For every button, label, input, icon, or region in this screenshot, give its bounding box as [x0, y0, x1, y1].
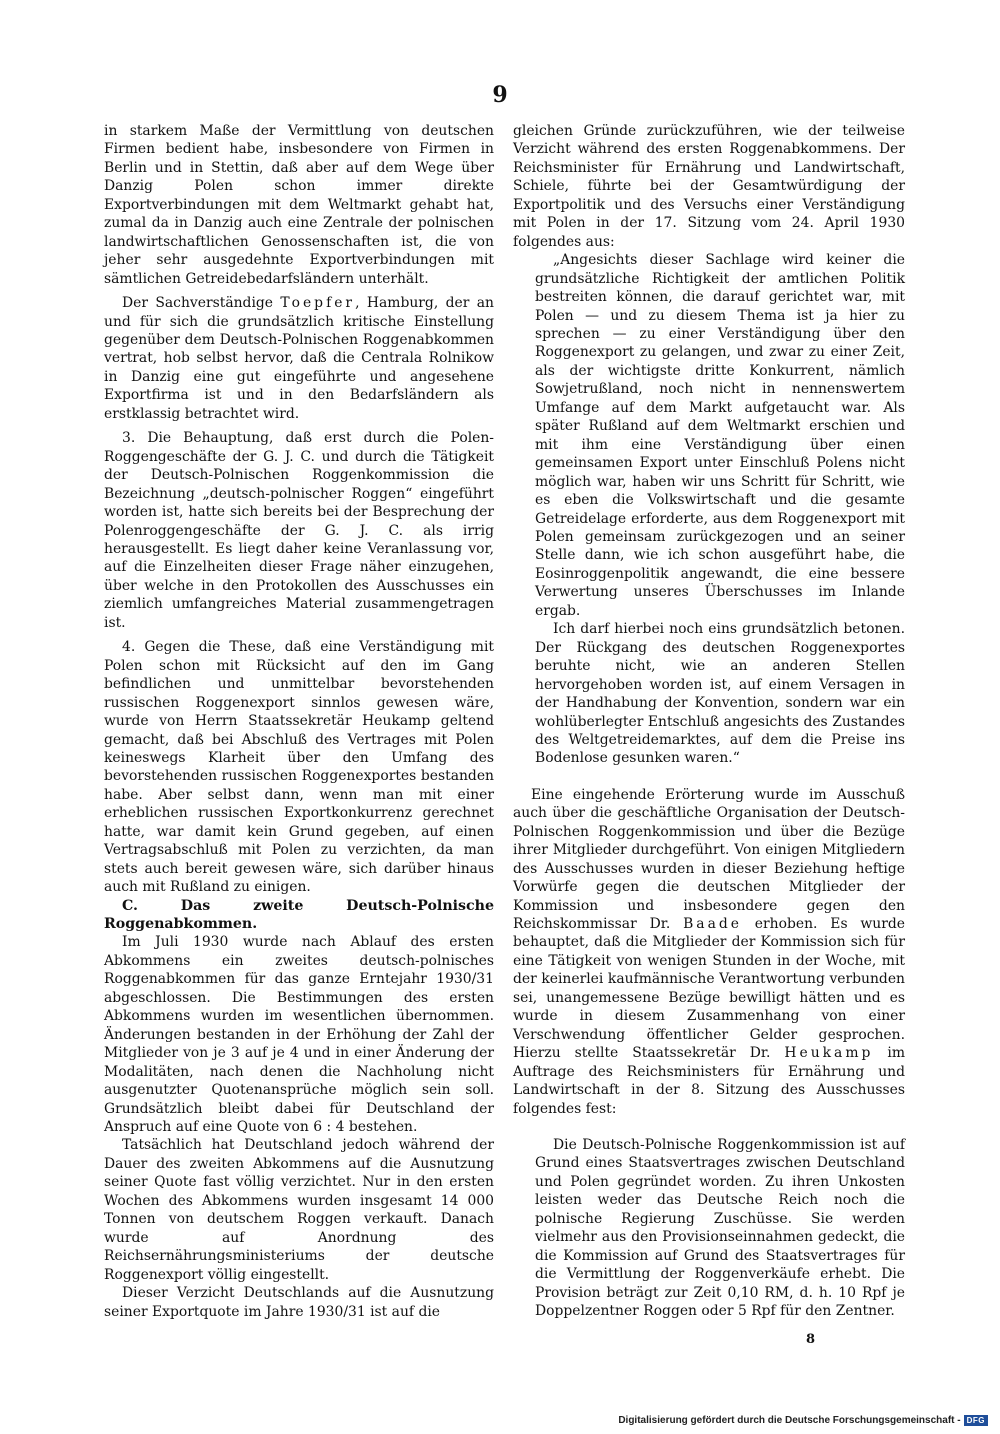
block-quote — [535, 1136, 905, 1321]
paragraph — [104, 294, 494, 423]
paragraph: gleichen Gründe zurückzuführen, wie der teilweise Verzicht während des ersten Roggenabkommens. Der Reichsminister für Ernährung und Landwirtschaft, Schiele, führte bei der Gesamtwürdigung der Exportpolitik und des Versuchs einer Verständigung mit Polen in der 17. Sitzung vom 24. April 1930 folgendes aus: — [513, 123, 905, 250]
spaced-name: Toepfer — [280, 295, 356, 312]
paragraph: Tatsächlich hat Deutschland jedoch während der Dauer des zweiten Abkommens auf die Ausnutzung seiner Quote fast völlig verzichtet. Nur in den ersten Wochen des Abkommens wurden insgesamt 14 000 Tonnen von deutschem Roggen verkauft. Danach wurde auf Anordnung des Reichsernährungsministeriums der deutsche Roggenexport völlig eingestellt. — [104, 1137, 494, 1283]
dfg-logo-icon: DFG — [964, 1415, 988, 1426]
paragraph — [513, 786, 905, 1118]
footer — [618, 1415, 988, 1426]
page-number: 9 — [492, 82, 508, 108]
spaced-name: Baade — [683, 916, 742, 933]
left-column — [104, 122, 494, 1321]
quote-paragraph: Die Deutsch-Polnische Roggenkommission ist auf Grund eines Staatsvertrages zwischen Deutschland und Polen gegründet worden. Zu ihren Unkosten leisten weder das Deutsche Reich noch die polnische Regierung Zuschüsse. Sie werden vielmehr aus den Provisionseinnahmen gedeckt, die die Kommission auf Grund des Staatsvertrages für die Vermittlung der Roggenverkäufe erhebt. Die Provision beträgt zur Zeit 0,10 RM, d. h. 10 Rpf je Doppelzentner Roggen oder 5 Rpf für den Zentner. — [535, 1137, 905, 1320]
text-run: im Auftrage des Reichsministers für Ernährung und Landwirtschaft in der 8. Sitzung des Ausschusses folgendes fest: — [513, 1045, 905, 1117]
paragraph: 4. Gegen die These, daß eine Verständigung mit Polen schon mit Rücksicht auf den im Gang befindlichen und unmittelbar bevorstehenden russischen Roggenexport sinnlos gewesen wäre, wurde von Herrn Staatssekretär Heukamp geltend gemacht, daß bei Abschluß des Vertrages mit Polen keineswegs Klarheit über den Umfang des bevorstehenden russischen Roggenexportes bestanden habe. Aber selbst dann, wenn man mit einer erheblichen russischen Exportkonkurrenz gerechnet hatte, war damit kein Grund gegeben, auf einen Vertragsabschluß mit Polen zu verzichten, da man stets auch bereit gewesen wäre, sich darüber hinaus auch mit Rußland zu einigen. — [104, 639, 494, 896]
quote-paragraph: „Angesichts dieser Sachlage wird keiner die grundsätzliche Richtigkeit der amtlichen Politik bestreiten können, die darauf gerichtet war, mit Polen — und zu diesem Thema ist ja hier zu sprechen — zu einer Verständigung über den Roggenexport zu gelangen, und zwar zu einer Zeit, als der wichtigste dritte Konkurrent, nämlich Sowjetrußland, noch nicht in nennenswertem Umfange auf dem Markt aufgetaucht war. Als später Rußland auf dem Weltmarkt erschien und mit ihm eine Verständigung über einen gemeinsamen Export unter Einschluß Polens nicht möglich war, haben wir uns Schritt für Schritt, wie es eben die Volkswirtschaft und die gesamte Getreidelage erforderte, aus dem Roggenexport mit Polen gemeinsam zurückgezogen und an seiner Stelle dann, wie ich schon ausgeführt habe, die Eosinroggenpolitik angewandt, die eine bessere Verwertung unseres Überschusses im Inlande ergab. — [535, 252, 905, 619]
paragraph: in starkem Maße der Vermittlung von deutschen Firmen bedient habe, insbesondere von Firmen in Berlin und in Stettin, daß aber auf dem Wege über Danzig Polen schon immer direkte Exportverbindungen mit dem Weltmarkt gehabt hat, zumal da in Danzig auch eine Zentrale der polnischen landwirtschaftlichen Genossenschaften ist, die von jeher sehr ausgedehnte Exportverbindungen mit sämtlichen Getreidebedarfsländern unterhält. — [104, 123, 494, 287]
signature-mark: 8 — [805, 1331, 815, 1347]
paragraph: Im Juli 1930 wurde nach Ablauf des ersten Abkommens ein zweites deutsch-polnisches Roggenabkommen für das ganze Erntejahr 1930/31 abgeschlossen. Die Bestimmungen des ersten Abkommens wurden im wesentlichen übernommen. Änderungen bestanden in der Erhöhung der Zahl der Mitglieder von je 3 auf je 4 und in einer Änderung der Modalitäten, nach denen die Nachholung nicht ausgenutzter Quotenansprüche möglich sein soll. Grundsätzlich bleibt dabei für Deutschland der Anspruch auf eine Quote von 6 : 4 bestehen. — [104, 934, 494, 1136]
spaced-name: Heukamp — [784, 1045, 874, 1062]
right-column — [513, 122, 905, 1349]
text-run: Der Sachverständige — [122, 295, 281, 312]
text-run: Eine eingehende Erörterung wurde im Ausschuß auch über die geschäftliche Organisation der Deutsch-Polnischen Roggenkommission und über die Bezüge ihrer Mitglieder durchgeführt. Von einigen Mitgliedern des Ausschusses wurden in dieser Beziehung heftige Vorwürfe gegen die deutschen Mitglieder der Kommission und insbesondere gegen den Reichskommissar Dr. — [513, 786, 905, 933]
paragraph: Dieser Verzicht Deutschlands auf die Ausnutzung seiner Exportquote im Jahre 1930/31 ist auf die — [104, 1285, 494, 1320]
block-quote — [535, 251, 905, 768]
footer-text: Digitalisierung gefördert durch die Deutsche Forschungsgemeinschaft - — [618, 1415, 961, 1426]
paragraph: 3. Die Behauptung, daß erst durch die Polen-Roggengeschäfte der G. J. C. und durch die Tätigkeit der Deutsch-Polnischen Roggenkommission die Bezeichnung „deutsch-polnischer Roggen“ eingeführt worden ist, hatte sich bereits bei der Besprechung der Polenroggengeschäfte der G. J. C. als irrig herausgestellt. Es liegt daher keine Veranlassung vor, auf die Einzelheiten dieser Frage näher einzugehen, über welche in den Protokollen des Ausschusses ein ziemlich umfangreiches Material zusammengetragen ist. — [104, 430, 494, 631]
section-heading: C. Das zweite Deutsch-Polnische Roggenabkommen. — [104, 897, 494, 933]
quote-paragraph: Ich darf hierbei noch eins grundsätzlich betonen. Der Rückgang des deutschen Roggenexportes beruhte nicht, wie an anderen Stellen hervorgehoben worden ist, auf einem Versagen in der Handhabung der Konvention, sondern war ein wohlüberlegter Entschluß angesichts des Zustandes des Weltgetreidemarktes, auf dem die Preise ins Bodenlose gesunken waren.“ — [535, 621, 905, 767]
text-run: erhoben. Es wurde behauptet, daß die Mitglieder der Kommission sich für eine Tätigkeit von wenigen Stunden in der Woche, mit der keinerlei kaufmännische Verantwortung verbunden sei, unangemessene Bezüge bewilligt hätten und es wurde in diesem Zusammenhang von einer Verschwendung öffentlicher Gelder gesprochen. Hierzu stellte Staatssekretär Dr. — [513, 916, 905, 1062]
text-run: , Hamburg, der an und für sich die grundsätzlich kritische Einstellung gegenüber dem Deutsch-Polnischen Roggenabkommen vertrat, hob selbst hervor, daß die Centrala Rolnikow in Danzig eine gut eingeführte und angesehene Exportfirma ist und in den Bedarfsländern als erstklassig betrachtet wird. — [104, 295, 494, 422]
